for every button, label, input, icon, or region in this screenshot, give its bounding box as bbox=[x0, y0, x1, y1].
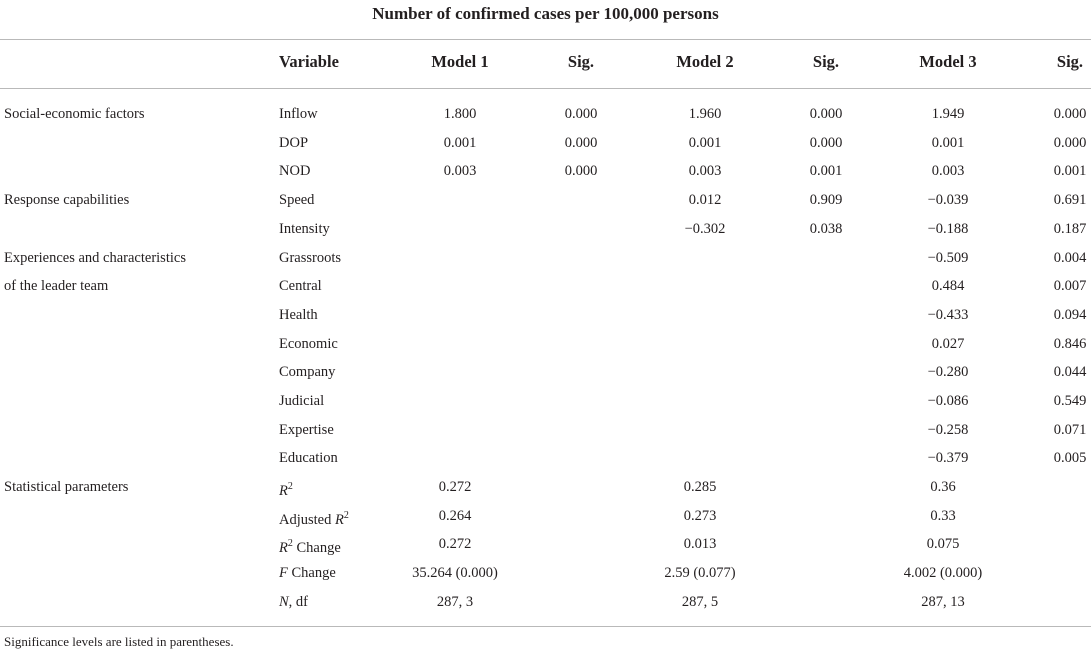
row-cell-s3: 0.007 bbox=[1053, 278, 1087, 294]
stat-value-m3: 0.33 bbox=[930, 508, 956, 524]
stat-value-m1: 0.272 bbox=[438, 536, 472, 552]
row-cell-m1: 0.001 bbox=[443, 135, 477, 151]
row-cell-s3: 0.004 bbox=[1053, 250, 1087, 266]
stat-value-m1: 0.272 bbox=[438, 479, 472, 495]
row-variable: Grassroots bbox=[279, 250, 342, 266]
row-cell-m3: −0.258 bbox=[927, 422, 969, 438]
row-variable: Health bbox=[279, 307, 318, 323]
row-variable: Education bbox=[279, 450, 338, 466]
row-cell-m2: −0.302 bbox=[684, 221, 726, 237]
row-cell-s3: 0.005 bbox=[1053, 450, 1087, 466]
header-model-3: Model 3 bbox=[919, 52, 977, 71]
row-cell-s3: 0.000 bbox=[1053, 106, 1087, 122]
row-variable: Central bbox=[279, 278, 322, 294]
stat-value-m3: 0.075 bbox=[926, 536, 960, 552]
top-rule bbox=[0, 39, 1091, 40]
row-cell-m3: −0.509 bbox=[927, 250, 969, 266]
row-cell-s3: 0.094 bbox=[1053, 307, 1087, 323]
row-cell-m3: −0.188 bbox=[927, 221, 969, 237]
row-cell-m3: 0.484 bbox=[931, 278, 965, 294]
row-cell-s2: 0.001 bbox=[809, 163, 843, 179]
footnote: Significance levels are listed in parentheses. bbox=[4, 634, 234, 649]
header-variable: Variable bbox=[279, 52, 339, 71]
stat-value-m2: 0.013 bbox=[683, 536, 717, 552]
row-cell-m2: 0.012 bbox=[688, 192, 722, 208]
row-cell-s3: 0.549 bbox=[1053, 393, 1087, 409]
row-cell-s3: 0.846 bbox=[1053, 336, 1087, 352]
row-variable: Judicial bbox=[279, 393, 325, 409]
stat-value-m2: 0.285 bbox=[683, 479, 717, 495]
row-cell-s1: 0.000 bbox=[564, 163, 598, 179]
header-model-1: Model 1 bbox=[431, 52, 489, 71]
stat-value-m2: 287, 5 bbox=[681, 594, 719, 610]
row-cell-s3: 0.001 bbox=[1053, 163, 1087, 179]
row-cell-m3: −0.039 bbox=[927, 192, 969, 208]
row-cell-m3: −0.280 bbox=[927, 364, 969, 380]
stat-value-m2: 2.59 (0.077) bbox=[664, 565, 736, 581]
stat-label: F Change bbox=[279, 565, 336, 581]
group-label-statistical: Statistical parameters bbox=[4, 479, 129, 495]
row-cell-s2: 0.000 bbox=[809, 135, 843, 151]
header-sig-2: Sig. bbox=[812, 52, 840, 71]
row-cell-s1: 0.000 bbox=[564, 135, 598, 151]
row-cell-s3: 0.044 bbox=[1053, 364, 1087, 380]
row-variable: Company bbox=[279, 364, 336, 380]
row-cell-m2: 0.003 bbox=[688, 163, 722, 179]
row-cell-m3: 0.001 bbox=[931, 135, 965, 151]
header-sig-1: Sig. bbox=[567, 52, 595, 71]
table-title: Number of confirmed cases per 100,000 persons bbox=[372, 4, 719, 23]
header-model-2: Model 2 bbox=[676, 52, 734, 71]
stat-value-m1: 35.264 (0.000) bbox=[412, 565, 498, 581]
stat-label: $R^2$ Change bbox=[279, 538, 341, 556]
row-cell-m3: 0.003 bbox=[931, 163, 965, 179]
row-cell-m2: 1.960 bbox=[688, 106, 722, 122]
row-cell-m3: −0.433 bbox=[927, 307, 969, 323]
row-variable: Intensity bbox=[279, 221, 330, 237]
stat-value-m2: 0.273 bbox=[683, 508, 717, 524]
stat-label: N, df bbox=[279, 594, 309, 610]
row-cell-s3: 0.187 bbox=[1053, 221, 1087, 237]
stat-value-m1: 287, 3 bbox=[436, 594, 474, 610]
row-cell-s2: 0.038 bbox=[809, 221, 843, 237]
row-cell-s3: 0.000 bbox=[1053, 135, 1087, 151]
row-variable: Economic bbox=[279, 336, 338, 352]
row-cell-m3: 1.949 bbox=[931, 106, 965, 122]
row-cell-m2: 0.001 bbox=[688, 135, 722, 151]
row-cell-s3: 0.071 bbox=[1053, 422, 1087, 438]
group-label-leader-team: of the leader team bbox=[4, 278, 109, 294]
bottom-rule bbox=[0, 626, 1091, 627]
row-variable: DOP bbox=[279, 135, 309, 151]
stat-label: Adjusted $R^2$ bbox=[279, 510, 349, 528]
stat-value-m1: 0.264 bbox=[438, 508, 472, 524]
row-cell-m3: 0.027 bbox=[931, 336, 965, 352]
row-cell-s1: 0.000 bbox=[564, 106, 598, 122]
row-variable: NOD bbox=[279, 163, 311, 179]
stat-value-m3: 287, 13 bbox=[921, 594, 965, 610]
stat-label: $R^2$ bbox=[279, 481, 293, 499]
stat-value-m3: 4.002 (0.000) bbox=[903, 565, 983, 581]
row-cell-s3: 0.691 bbox=[1053, 192, 1087, 208]
row-variable: Inflow bbox=[279, 106, 318, 122]
row-cell-s2: 0.909 bbox=[809, 192, 843, 208]
row-variable: Speed bbox=[279, 192, 315, 208]
row-cell-m1: 1.800 bbox=[443, 106, 477, 122]
header-sig-3: Sig. bbox=[1056, 52, 1084, 71]
row-variable: Expertise bbox=[279, 422, 334, 438]
group-label-response: Response capabilities bbox=[4, 192, 130, 208]
stat-value-m3: 0.36 bbox=[930, 479, 956, 495]
row-cell-m3: −0.379 bbox=[927, 450, 969, 466]
header-rule bbox=[0, 88, 1091, 89]
group-label-experiences: Experiences and characteristics bbox=[4, 250, 186, 266]
row-cell-s2: 0.000 bbox=[809, 106, 843, 122]
row-cell-m3: −0.086 bbox=[927, 393, 969, 409]
row-cell-m1: 0.003 bbox=[443, 163, 477, 179]
group-label-socioeconomic: Social-economic factors bbox=[4, 106, 145, 122]
